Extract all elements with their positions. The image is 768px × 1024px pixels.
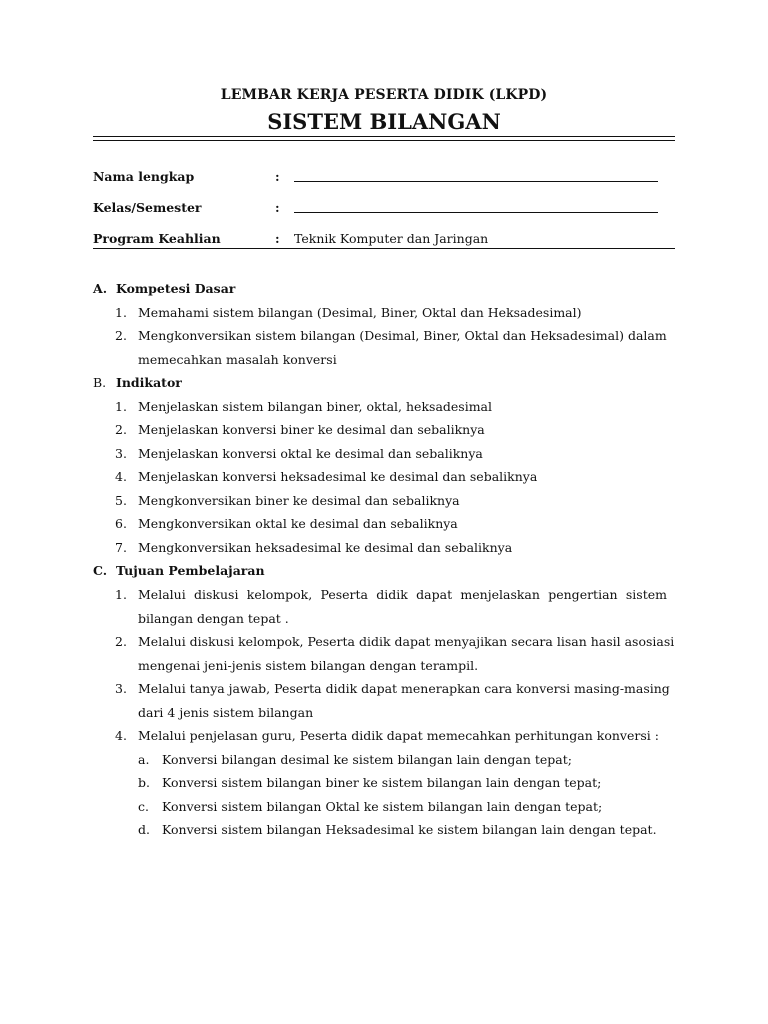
sub-item-letter: a. (138, 752, 150, 767)
item-number: 7. (115, 540, 127, 555)
item-number: 2. (115, 422, 127, 437)
document-title: LEMBAR KERJA PESERTA DIDIK (LKPD) (220, 87, 548, 103)
sub-item-text: Konversi bilangan desimal ke sistem bilangan lain dengan tepat; (162, 752, 572, 767)
item-number: 4. (115, 469, 127, 484)
item-number: 2. (115, 328, 127, 343)
field-kelas-semester (93, 200, 675, 220)
field-colon: : (275, 169, 280, 184)
section-title: Indikator (116, 375, 182, 390)
item-text-continued: mengenai jeni-jenis sistem bilangan dengan terampil. (138, 658, 479, 673)
item-number: 3. (115, 446, 127, 461)
section-title: Tujuan Pembelajaran (116, 563, 265, 578)
list-item-number: 1. (115, 587, 127, 602)
item-text-continued: memecahkan masalah konversi (138, 352, 337, 367)
field-nama-lengkap (93, 169, 675, 189)
section-divider (93, 248, 675, 249)
section-marker: B. (93, 375, 107, 390)
fill-in-line[interactable] (294, 212, 658, 213)
sub-item-letter: c. (138, 799, 149, 814)
fill-in-line[interactable] (294, 181, 658, 182)
item-text: Memahami sistem bilangan (Desimal, Biner, Oktal dan Heksadesimal) (138, 305, 582, 320)
item-number: 1. (115, 305, 127, 320)
document-subtitle: SISTEM BILANGAN (267, 109, 501, 134)
item-text: Menjelaskan sistem bilangan biner, oktal, heksadesimal (138, 399, 493, 414)
list-item-number: 2. (115, 634, 127, 649)
item-text: Melalui penjelasan guru, Peserta didik dapat memecahkan perhitungan konversi : (138, 728, 659, 743)
sub-item-letter: b. (138, 775, 150, 790)
field-value: Teknik Komputer dan Jaringan (294, 231, 489, 246)
item-number: 5. (115, 493, 127, 508)
item-text-continued: bilangan dengan tepat . (138, 611, 289, 626)
list-item-text: Melalui diskusi kelompok, Peserta didik dapat menjelaskan pengertian sistem (138, 587, 667, 602)
list-item-number: 3. (115, 681, 127, 696)
list-item-text: Melalui tanya jawab, Peserta didik dapat menerapkan cara konversi masing-masing (138, 681, 670, 696)
item-text: Menjelaskan konversi oktal ke desimal dan sebaliknya (138, 446, 483, 461)
sub-item-text: Konversi sistem bilangan Oktal ke sistem bilangan lain dengan tepat; (162, 799, 603, 814)
item-text: Mengkonversikan biner ke desimal dan sebaliknya (138, 493, 460, 508)
field-colon: : (275, 231, 280, 246)
sub-item-text: Konversi sistem bilangan biner ke sistem bilangan lain dengan tepat; (162, 775, 602, 790)
item-number: 4. (115, 728, 127, 743)
item-number: 1. (115, 399, 127, 414)
section-marker: A. (93, 281, 108, 296)
double-divider (93, 136, 675, 141)
field-label: Kelas/Semester (93, 200, 202, 215)
item-text: Mengkonversikan sistem bilangan (Desimal, Biner, Oktal dan Heksadesimal) dalam (138, 328, 667, 343)
item-text: Mengkonversikan heksadesimal ke desimal dan sebaliknya (138, 540, 513, 555)
section-marker: C. (93, 563, 108, 578)
field-colon: : (275, 200, 280, 215)
section-title: Kompetesi Dasar (116, 281, 236, 296)
item-number: 6. (115, 516, 127, 531)
sub-item-text: Konversi sistem bilangan Heksadesimal ke sistem bilangan lain dengan tepat. (162, 822, 657, 837)
item-text: Menjelaskan konversi heksadesimal ke desimal dan sebaliknya (138, 469, 538, 484)
field-label: Nama lengkap (93, 169, 195, 184)
field-label: Program Keahlian (93, 231, 221, 246)
item-text: Mengkonversikan oktal ke desimal dan sebaliknya (138, 516, 458, 531)
item-text-continued: dari 4 jenis sistem bilangan (138, 705, 314, 720)
item-text: Menjelaskan konversi biner ke desimal dan sebaliknya (138, 422, 485, 437)
sub-item-letter: d. (138, 822, 150, 837)
list-item-text: Melalui diskusi kelompok, Peserta didik dapat menyajikan secara lisan hasil asosiasi (138, 634, 675, 649)
